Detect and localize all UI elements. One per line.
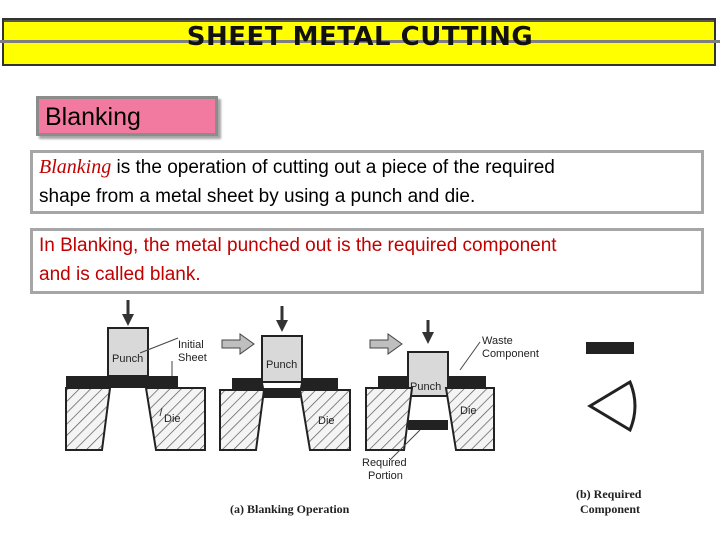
die-3-left — [366, 388, 412, 450]
definition-box — [30, 150, 704, 214]
definition-text-1: is the operation of cutting out a piece of the required — [111, 157, 555, 178]
label-waste-2: Component — [482, 348, 539, 360]
section-label-text: Blanking — [45, 103, 141, 131]
blank-side-view — [586, 342, 634, 354]
label-punch-3: Punch — [410, 381, 442, 393]
label-initial-sheet-1: Initial — [178, 339, 204, 351]
die-3-right — [446, 388, 494, 450]
definition-line-1 — [39, 153, 695, 182]
definition-line-2: shape from a metal sheet by using a punch and die. — [39, 186, 476, 207]
caption-b-2: Component — [580, 502, 641, 516]
section-label — [36, 96, 218, 136]
blank-top-view — [590, 382, 635, 430]
note-box — [30, 228, 704, 294]
force-arrow-head — [422, 332, 434, 344]
step-arrow-1 — [222, 334, 254, 354]
caption-a: (a) Blanking Operation — [230, 502, 350, 516]
note-line-2: and is called blank. — [39, 264, 201, 285]
label-punch-2: Punch — [266, 359, 298, 371]
label-required-2: Portion — [368, 470, 403, 482]
definition-term: Blanking — [39, 156, 112, 178]
label-die-2: Die — [318, 415, 335, 427]
force-arrow-head — [122, 314, 134, 326]
label-initial-sheet-2: Sheet — [178, 352, 207, 364]
initial-sheet — [66, 376, 178, 388]
waste-left — [378, 376, 408, 388]
label-die-3: Die — [460, 405, 477, 417]
page-title: SHEET METAL CUTTING — [186, 22, 534, 52]
force-arrow-head — [276, 320, 288, 332]
stage-1 — [66, 300, 207, 450]
required-component — [586, 342, 635, 430]
label-waste-1: Waste — [482, 335, 513, 347]
stage-2 — [220, 306, 350, 450]
step-arrow-2 — [370, 334, 402, 354]
die-2-left — [220, 390, 264, 450]
waste-right — [448, 376, 486, 388]
label-required-1: Required — [362, 457, 407, 469]
blank-piece — [408, 420, 448, 430]
note-line-1: In Blanking, the metal punched out is the required component — [39, 235, 557, 256]
caption-b-1: (b) Required — [576, 487, 642, 501]
label-die-1: Die — [164, 413, 181, 425]
label-punch-1: Punch — [112, 353, 144, 365]
die-1-left — [66, 388, 110, 450]
leader-line — [460, 342, 480, 370]
blanking-diagram — [0, 298, 720, 528]
